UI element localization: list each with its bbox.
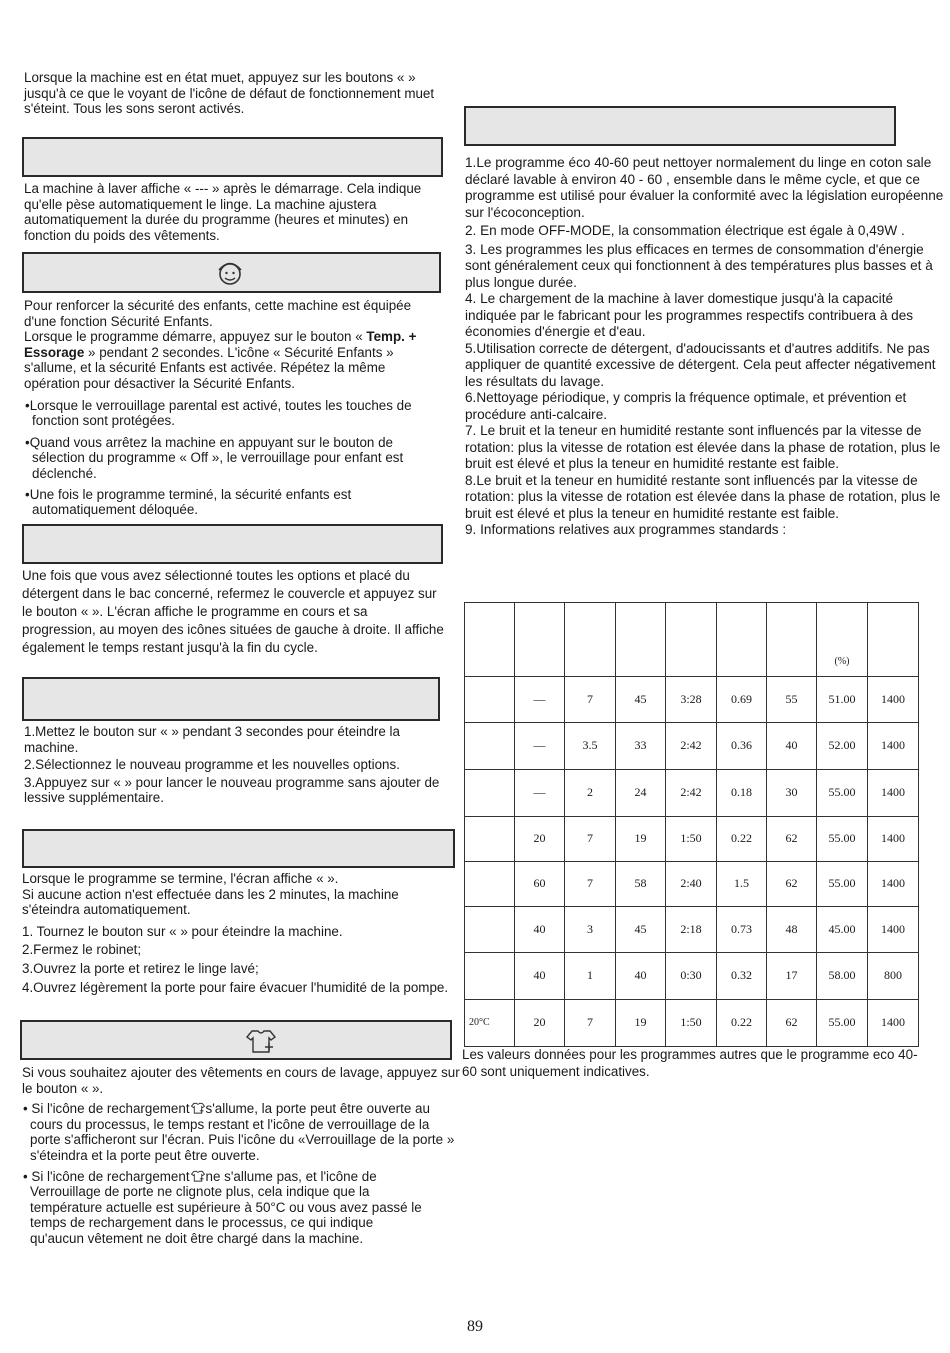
table-row [465,723,919,770]
table-cell: 2:40 [666,862,717,907]
table-cell: 1400 [868,723,919,770]
table-cell: — [515,770,565,817]
table-cell [465,907,515,953]
percent-label: (%) [817,603,868,677]
table-header-row [465,603,919,677]
table-cell: 0.22 [717,817,767,862]
eco-info-item-9: 9. Informations relatives aux programmes standards : [465,522,787,537]
table-cell: 51.00 [817,677,868,723]
table-cell: 0.36 [717,723,767,770]
eco-info-item-8: 8.Le bruit et la teneur en humidité restante sont influencés par la vitesse de rotation: plus la vitesse de rotation est élevée dans la phase de rotation, plus le bruit est élevé et plus la teneur en humidité restante est faible. [465,472,941,521]
child-face-icon [214,258,246,288]
table-cell: 1.5 [717,862,767,907]
table-cell [465,723,515,770]
child-lock-instructions: Lorsque le programme démarre, appuyez sur le bouton « Temp. + Essorage » pendant 2 secondes. L'icône « Sécurité Enfants » s'allume, et la sécurité Enfants est activée. Répétez la même opération pour désactiver la Sécurité Enfants. [24,329,417,391]
change-step-3: 3.Appuyez sur « » pour lancer le nouveau programme sans ajouter de lessive supplémentaire. [24,774,440,806]
table-cell: 0.18 [717,770,767,817]
table-cell: 1400 [868,770,919,817]
table-cell [465,677,515,723]
table-cell: 3.5 [565,723,616,770]
table-row [465,907,919,953]
table-cell: 3 [565,907,616,953]
start-text: Une fois que vous avez sélectionné toutes les options et placé du détergent dans le bac concerné, refermez le couvercle et appuyez sur le bouton « ». L'écran affiche le programme en cours et sa progression, au moyen des icônes situées de gauche à droite. Il affiche également le temps restant jusqu'à la fin du cycle. [22,568,444,655]
table-cell: 1 [565,953,616,1000]
table-cell: 62 [767,817,817,862]
eco-info-item-5: 5.Utilisation correcte de détergent, d'adoucissants et d'autres additifs. Ne pas appliquer de quantité excessive de détergent. Cela peut affecter négativement les résultats du lavage. [465,340,936,389]
table-cell: 1400 [868,907,919,953]
change-step-2: 2.Sélectionnez le nouveau programme et les nouvelles options. [24,757,400,773]
section-header-end [22,829,455,868]
change-step-1: 1.Mettez le bouton sur « » pendant 3 secondes pour éteindre la machine. [24,724,400,755]
table-cell: 20°C [465,1000,515,1047]
table-row [465,817,919,862]
table-row [465,862,919,907]
table-cell: 20 [515,817,565,862]
table-cell: 48 [767,907,817,953]
child-lock-intro: Pour renforcer la sécurité des enfants, cette machine est équipée d'une fonction Sécurité Enfants. [24,298,412,329]
table-cell: 17 [767,953,817,1000]
table-cell: 2:42 [666,770,717,817]
table-cell: 1400 [868,1000,919,1047]
section-header-child-lock [22,252,441,293]
table-cell: 2:18 [666,907,717,953]
shirt-plus-icon [190,1102,206,1115]
child-lock-bullet-3: •Une fois le programme terminé, la sécurité enfants est automatiquement déloquée. [25,486,352,518]
weighing-text: La machine à laver affiche « --- » après le démarrage. Cela indique qu'elle pèse automatiquement le linge. La machine ajustera automatiquement la durée du programme (heures et minutes) en fonction du poids des vêtements. [24,181,422,243]
table-cell: 1400 [868,677,919,723]
table-cell: 55.00 [817,817,868,862]
section-header-eco-info [464,106,896,146]
table-cell: 0.22 [717,1000,767,1047]
table-cell: 40 [616,953,666,1000]
table-cell: 0.73 [717,907,767,953]
table-cell: 19 [616,817,666,862]
table-cell: 55 [767,677,817,723]
shirt-plus-icon [244,1028,278,1056]
table-cell: 45 [616,677,666,723]
section-header-change-program [22,677,440,721]
table-cell: 45 [616,907,666,953]
table-cell: 1:50 [666,1000,717,1047]
table-cell: 7 [565,817,616,862]
eco-info-list [465,155,947,539]
end-of-program-section [22,871,452,995]
table-cell: — [515,677,565,723]
table-cell: 1:50 [666,817,717,862]
table-row [465,1000,919,1047]
change-program-steps [24,724,442,806]
add-laundry-intro: Si vous souhaitez ajouter des vêtements en cours de lavage, appuyez sur le bouton « ». [22,1065,460,1096]
table-cell: 7 [565,862,616,907]
table-cell: 58.00 [817,953,868,1000]
table-cell: 55.00 [817,770,868,817]
table-note: Les valeurs données pour les programmes autres que le programme eco 40-60 sont uniquement indicatives. [462,1047,918,1079]
table-cell: 45.00 [817,907,868,953]
eco-info-item-3: 3. Les programmes les plus efficaces en termes de consommation d'énergie sont généralement ceux qui fonctionnent à des températures plus basses et à plus longue durée. [465,241,933,290]
page-number: 89 [467,1318,483,1335]
table-cell: 19 [616,1000,666,1047]
table-cell: 58 [616,862,666,907]
table-cell: 7 [565,677,616,723]
eco-info-item-7: 7. Le bruit et la teneur en humidité restante sont influencés par la vitesse de rotation: plus la vitesse de rotation est élevée dans la phase de rotation, plus le bruit est élevé et plus la teneur en humidité restante est faible. [465,423,941,471]
table-cell: 60 [515,862,565,907]
child-lock-bullet-2: •Quand vous arrêtez la machine en appuyant sur le bouton de sélection du programme « Off », le verrouillage pour enfant est déclenché. [25,434,404,481]
section-header-add-laundry [20,1020,452,1060]
child-lock-section [24,298,442,518]
table-cell: 0:30 [666,953,717,1000]
add-laundry-bullet-1: • Si l'icône de rechargement s'allume, la porte peut être ouverte au cours du processus, le temps restant et l'icône de verrouillage de la porte s'afficheront sur l'écran. Puis l'icône du «Verrouillage de la porte » s'éteindra et la porte peut être ouverte. [23,1101,455,1163]
end-step-2: 2.Fermez le robinet; [22,942,142,958]
end-text-1: Lorsque le programme se termine, l'écran affiche « ». [22,871,339,886]
table-cell: 20 [515,1000,565,1047]
table-cell: 2:42 [666,723,717,770]
end-text-2: Si aucune action n'est effectuée dans les 2 minutes, la machine s'éteindra automatiquement. [22,886,399,918]
table-cell: 33 [616,723,666,770]
table-cell: 24 [616,770,666,817]
table-cell: 800 [868,953,919,1000]
table-row [465,677,919,723]
table-cell: 62 [767,1000,817,1047]
table-cell: 2 [565,770,616,817]
table-cell: 3:28 [666,677,717,723]
table-cell: 40 [767,723,817,770]
end-step-4: 4.Ouvrez légèrement la porte pour faire évacuer l'humidité de la pompe. [22,979,449,995]
table-cell: 0.69 [717,677,767,723]
table-cell: 7 [565,1000,616,1047]
section-header-weighing [22,137,443,177]
add-laundry-bullet-2: • Si l'icône de rechargement ne s'allume pas, et l'icône de Verrouillage de porte ne clignote plus, cela indique que la température actuelle est supérieure à 50°C ou vous avez passé le temps de rechargement dans le processus, ce qui indique qu'aucun vêtement ne doit être chargé dans la machine. [23,1168,422,1246]
table-cell: — [515,723,565,770]
table-cell: 52.00 [817,723,868,770]
table-cell [465,953,515,1000]
eco-info-item-2: 2. En mode OFF-MODE, la consommation électrique est égale à 0,49W . [465,223,905,238]
table-cell: 62 [767,862,817,907]
end-step-1: 1. Tournez le bouton sur « » pour éteindre la machine. [22,923,343,939]
table-cell: 1400 [868,817,919,862]
end-step-3: 3.Ouvrez la porte et retirez le linge lavé; [22,960,259,976]
table-cell: 0.32 [717,953,767,1000]
shirt-plus-icon [190,1170,206,1183]
standard-programs-table [464,602,919,1047]
table-cell [465,770,515,817]
section-header-start [22,524,443,564]
table-cell: 1400 [868,862,919,907]
table-cell: 40 [515,907,565,953]
eco-info-item-4: 4. Le chargement de la machine à laver domestique jusqu'à la capacité indiquée par le fabricant pour les programmes respectifs contribuera à des économies d'énergie et d'eau. [465,291,914,339]
mute-instructions: Lorsque la machine est en état muet, appuyez sur les boutons « » jusqu'à ce que le voyant de l'icône de défaut de fonctionnement muet s'éteint. Tous les sons seront activés. [24,70,435,117]
table-cell [465,862,515,907]
table-row [465,953,919,1000]
table-cell: 55.00 [817,862,868,907]
table-cell: 40 [515,953,565,1000]
table-cell: 55.00 [817,1000,868,1047]
table-row [465,770,919,817]
eco-info-item-6: 6.Nettoyage périodique, y compris la fréquence optimale, et prévention et procédure anti-calcaire. [465,390,907,422]
table-cell: 30 [767,770,817,817]
add-laundry-section [22,1065,462,1247]
child-lock-bullet-1: •Lorsque le verrouillage parental est activé, toutes les touches de fonction sont protégées. [25,397,412,429]
eco-info-item-1: 1.Le programme éco 40-60 peut nettoyer normalement du linge en coton sale déclaré lavable à environ 40 - 60 , ensemble dans le même cycle, et que ce programme est utilisé pour évaluer la conformité avec la législation européenne sur l'écoconception. [465,155,944,220]
table-cell [465,817,515,862]
